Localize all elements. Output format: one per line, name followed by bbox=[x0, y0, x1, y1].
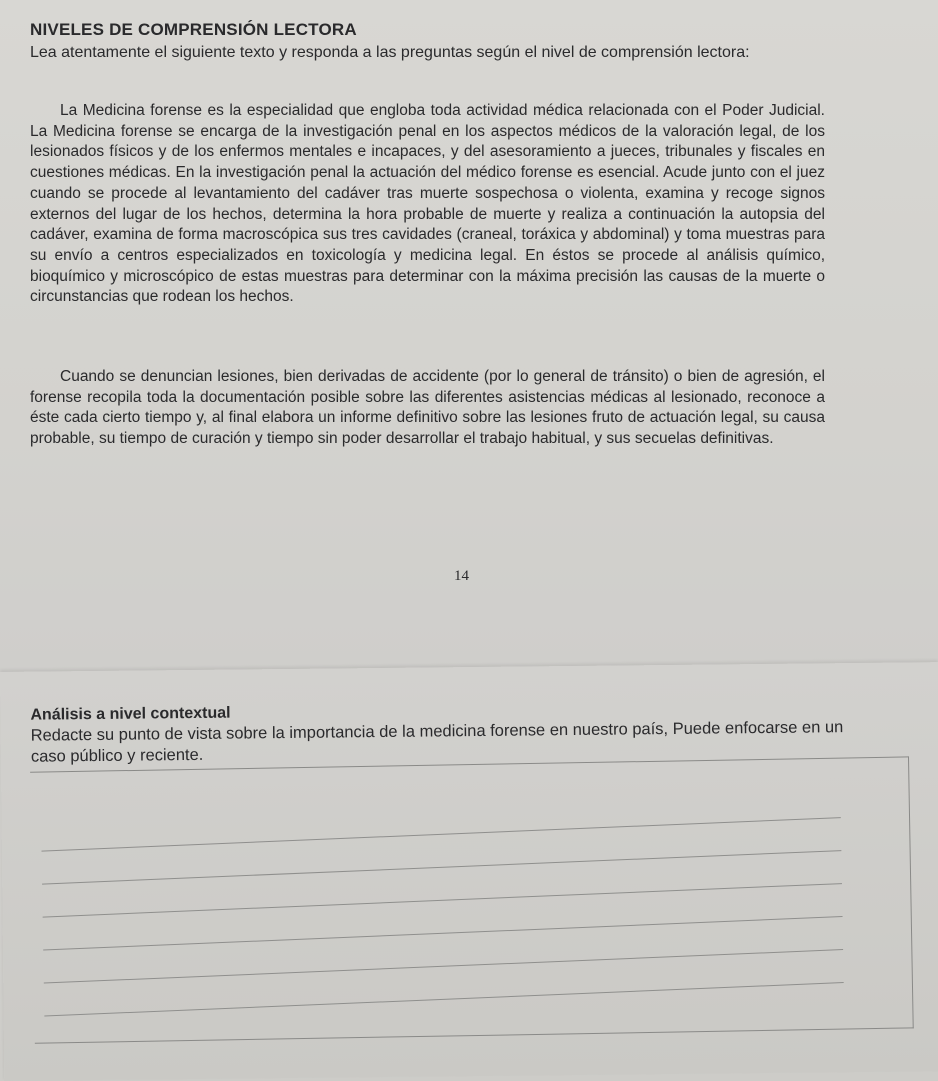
answer-line-6[interactable] bbox=[44, 982, 843, 1016]
text-paragraph-2: Cuando se denuncian lesiones, bien derivadas de accidente (por lo general de tránsito) o bien de agresión, el forense recopila toda la documentación posible sobre las diferentes asistencias médicas al lesionado, reconoce a éste cada cierto tiempo y, al final elabora un informe definitivo sobre las lesiones fruto de actuación legal, su causa probable, su tiempo de curación y tiempo sin poder desarrollar el trabajo habitual, y sus secuelas definitivas. bbox=[30, 368, 825, 448]
section-prompt: Redacte su punto de vista sobre la importancia de la medicina forense en nuestro país, Puede enfocarse en un caso público y reciente. bbox=[30, 718, 844, 766]
answer-line-2[interactable] bbox=[42, 850, 841, 884]
page-heading: NIVELES DE COMPRENSIÓN LECTORA bbox=[30, 20, 357, 39]
section-title: Análisis a nivel contextual bbox=[30, 704, 231, 724]
answer-line-5[interactable] bbox=[44, 949, 843, 983]
text-paragraph-1: La Medicina forense es la especialidad que engloba toda actividad médica relacionada con el Poder Judicial. La Medicina forense se encarga de la investigación penal en los aspectos médicos de la valoración legal, de los lesionados físicos y de los enfermos mentales e incapaces, y del asesoramiento a jueces, tribunales y fiscales en cuestiones médicas. En la investigación penal la actuación del médico forense es esencial. Acude junto con el juez cuando se procede al levantamiento del cadáver tras muerte sospechosa o violenta, examina y recoge signos externos del lugar de los hechos, determina la hora probable de muerte y realiza a continuación la autopsia del cadáver, examina de forma macroscópica sus tres cavidades (craneal, toráxica y abdominal) y toma muestras para su envío a centros especializados en toxicología y medicina legal. En éstos se procede al análisis químico, bioquímico y microscópico de estas muestras para determinar con la máxima precisión las causas de la muerte o circunstancias que rodean los hechos. bbox=[30, 102, 825, 306]
reading-instruction: Lea atentamente el siguiente texto y responda a las preguntas según el nivel de comprensión lectora: bbox=[30, 44, 750, 61]
page-number: 14 bbox=[454, 568, 469, 584]
answer-line-3[interactable] bbox=[43, 883, 842, 917]
answer-box[interactable] bbox=[30, 756, 914, 1043]
answer-line-4[interactable] bbox=[43, 916, 842, 950]
next-page bbox=[0, 662, 938, 1081]
answer-line-1[interactable] bbox=[41, 817, 840, 851]
